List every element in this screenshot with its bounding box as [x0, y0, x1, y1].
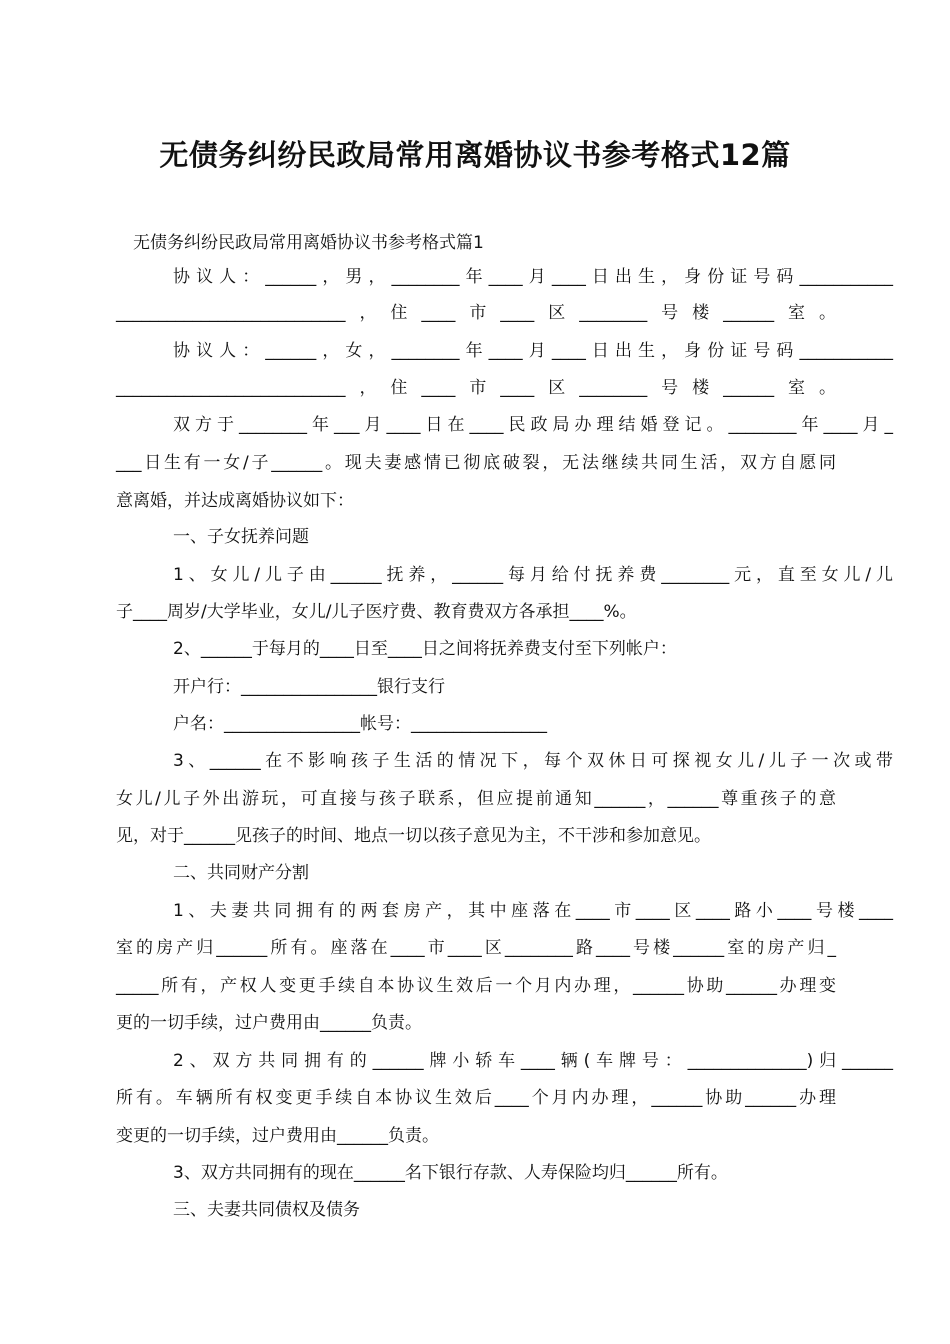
paragraph-line: ___________________________，住____市____区________号楼______室。 — [116, 378, 836, 398]
paragraph-line: 2、______于每月的____日至____日之间将抚养费支付至下列帐户： — [173, 639, 677, 659]
paragraph-line: 室的房产归______所有。座落在____市____区________路____号楼______室的房产归_ — [116, 938, 836, 958]
paragraph-line: 协议人：______，男，________年____月____日出生，身份证号码___________ — [173, 267, 893, 287]
paragraph-line: ___________________________，住____市____区________号楼______室。 — [116, 303, 836, 323]
document-title: 无债务纠纷民政局常用离婚协议书参考格式12篇 — [159, 138, 791, 172]
paragraph-line: 1、夫妻共同拥有的两套房产，其中座落在____市____区____路小____号楼____ — [173, 901, 893, 921]
paragraph-line: 双方于________年___月____日在____民政局办理结婚登记。________年____月_ — [173, 415, 893, 435]
paragraph-line: 协议人：______，女，________年____月____日出生，身份证号码___________ — [173, 341, 893, 361]
paragraph-line: 子____周岁/大学毕业，女儿/儿子医疗费、教育费双方各承担____%。 — [116, 602, 637, 622]
paragraph-line: 所有。车辆所有权变更手续自本协议生效后____个月内办理，______协助______办理 — [116, 1088, 836, 1108]
paragraph-line: _____所有，产权人变更手续自本协议生效后一个月内办理，______协助______办理变 — [116, 976, 836, 996]
paragraph-line: 户名：________________帐号：________________ — [173, 714, 547, 734]
section-heading: 三、夫妻共同债权及债务 — [173, 1200, 360, 1220]
paragraph-line: 开户行：________________银行支行 — [173, 677, 445, 697]
section-heading: 无债务纠纷民政局常用离婚协议书参考格式篇1 — [133, 233, 484, 253]
paragraph-line: 女儿/儿子外出游玩，可直接与孩子联系，但应提前通知______，______尊重孩子的意 — [116, 789, 836, 809]
paragraph-line: 1、女儿/儿子由______抚养，______每月给付抚养费________元，直至女儿/儿 — [173, 565, 893, 585]
paragraph-line: 3、______在不影响孩子生活的情况下，每个双休日可探视女儿/儿子一次或带 — [173, 751, 893, 771]
paragraph-line: 意离婚，并达成离婚协议如下： — [116, 491, 354, 511]
paragraph-line: 见，对于______见孩子的时间、地点一切以孩子意见为主，不干涉和参加意见。 — [116, 826, 711, 846]
section-heading: 二、共同财产分割 — [173, 863, 309, 883]
paragraph-line: 变更的一切手续，过户费用由______负责。 — [116, 1126, 439, 1146]
paragraph-line: ___日生有一女/子______。现夫妻感情已彻底破裂，无法继续共同生活，双方自愿同 — [116, 453, 836, 473]
paragraph-line: 更的一切手续，过户费用由______负责。 — [116, 1013, 422, 1033]
section-heading: 一、子女抚养问题 — [173, 527, 309, 547]
paragraph-line: 2、双方共同拥有的______牌小轿车____辆(车牌号：______________)归______ — [173, 1051, 893, 1071]
paragraph-line: 3、双方共同拥有的现在______名下银行存款、人寿保险均归______所有。 — [173, 1163, 728, 1183]
